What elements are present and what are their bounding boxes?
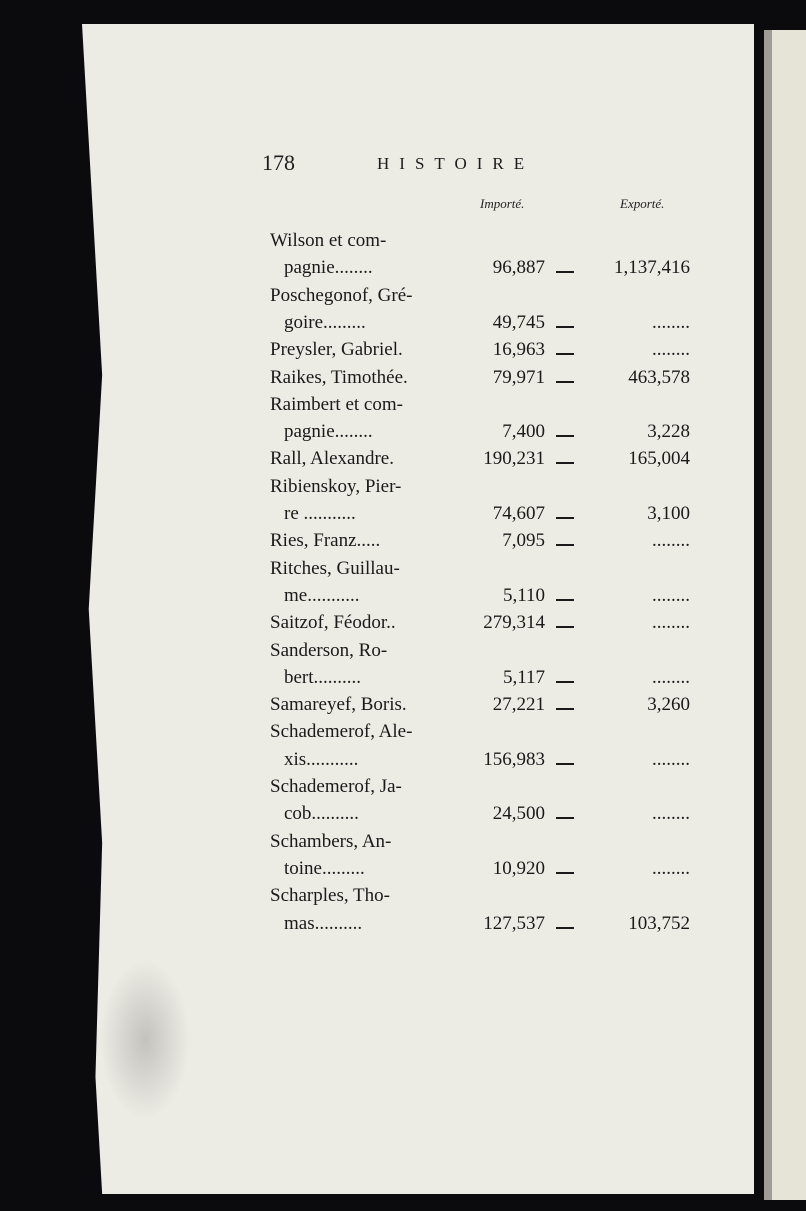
exported-value: ........ (652, 612, 690, 634)
dash-separator (556, 681, 574, 683)
entry-name-line: bert.......... (284, 666, 362, 688)
entry-name-line: me........... (284, 584, 360, 606)
dash-separator (556, 435, 574, 437)
imported-value: 16,963 (492, 339, 545, 361)
imported-value: 79,971 (492, 366, 545, 388)
imported-value: 74,607 (492, 503, 545, 524)
entry-name-line: Schademerof, Ale- (270, 721, 413, 743)
exported-value: 3,100 (647, 503, 690, 524)
dash-separator (556, 381, 574, 383)
exported-value: ........ (652, 666, 690, 688)
imported-value: 156,983 (483, 748, 545, 770)
entry-name-line: Ries, Franz..... (270, 530, 381, 552)
entry-name-line: pagnie........ (284, 421, 373, 443)
column-header-imported: Importé. (480, 196, 525, 211)
entry-name-line: cob.......... (284, 803, 359, 825)
exported-value: ........ (652, 311, 690, 333)
imported-value: 96,887 (492, 257, 545, 279)
dash-separator (556, 326, 574, 328)
exported-value: 463,578 (628, 366, 690, 388)
exported-value: ........ (652, 530, 690, 552)
entry-name-line: Schambers, An- (270, 830, 392, 852)
imported-value: 190,231 (483, 448, 545, 470)
entry-name-line: toine......... (284, 857, 365, 879)
imported-value: 49,745 (492, 311, 545, 333)
entry-name-line: Ribienskoy, Pier- (270, 475, 402, 497)
dash-separator (556, 708, 574, 710)
exported-value: ........ (652, 748, 690, 770)
entry-name-line: Ritches, Guillau- (270, 557, 400, 579)
dash-separator (556, 462, 574, 464)
dash-separator (556, 353, 574, 355)
imported-value: 27,221 (492, 694, 545, 716)
dash-separator (556, 763, 574, 765)
column-header-exported: Exporté. (620, 196, 665, 211)
dash-separator (556, 517, 574, 519)
entry-name-line: Scharples, Tho- (270, 885, 390, 907)
entry-name-line: pagnie........ (284, 257, 373, 279)
entry-name-line: Rall, Alexandre. (270, 448, 394, 470)
exported-value: ........ (652, 857, 690, 879)
entry-name-line: Saitzof, Féodor.. (270, 612, 396, 634)
dash-separator (556, 271, 574, 273)
dash-separator (556, 544, 574, 546)
imported-value: 7,095 (502, 530, 545, 552)
imported-value: 10,920 (492, 857, 545, 879)
imported-value: 7,400 (502, 421, 545, 443)
dash-separator (556, 927, 574, 929)
entry-name-line: Samareyef, Boris. (270, 694, 407, 716)
imported-value: 5,110 (502, 584, 545, 606)
entry-name-line: Sanderson, Ro- (270, 639, 388, 661)
entry-name-line: xis........... (284, 748, 359, 770)
exported-value: 103,752 (628, 912, 690, 934)
entry-name-line: Raimbert et com- (270, 393, 403, 415)
imported-value: 279,314 (483, 612, 545, 634)
entry-name-line: Raikes, Timothée. (270, 366, 408, 388)
imported-value: 24,500 (492, 803, 545, 825)
entry-name-line: Preysler, Gabriel. (270, 339, 403, 361)
dash-separator (556, 599, 574, 601)
imported-value: 5,117 (502, 666, 545, 688)
exported-value: 3,260 (647, 694, 690, 716)
entry-name-line: re ........... (284, 503, 356, 524)
dash-separator (556, 872, 574, 874)
exported-value: 165,004 (628, 448, 690, 470)
entry-name-line: Poschegonof, Gré- (270, 284, 413, 306)
entry-name-line: Schademerof, Ja- (270, 776, 402, 797)
exported-value: 1,137,416 (614, 257, 690, 279)
dash-separator (556, 817, 574, 819)
page-number: 178 (262, 150, 295, 175)
entry-name-line: mas.......... (284, 912, 363, 934)
entry-name-line: Wilson et com- (270, 230, 387, 251)
exported-value: ........ (652, 584, 690, 606)
exported-value: 3,228 (647, 421, 690, 443)
exported-value: ........ (652, 803, 690, 825)
dash-separator (556, 626, 574, 628)
exported-value: ........ (652, 339, 690, 361)
running-title: HISTOIRE (377, 154, 535, 173)
entry-name-line: goire......... (284, 311, 366, 333)
imported-value: 127,537 (483, 912, 545, 934)
